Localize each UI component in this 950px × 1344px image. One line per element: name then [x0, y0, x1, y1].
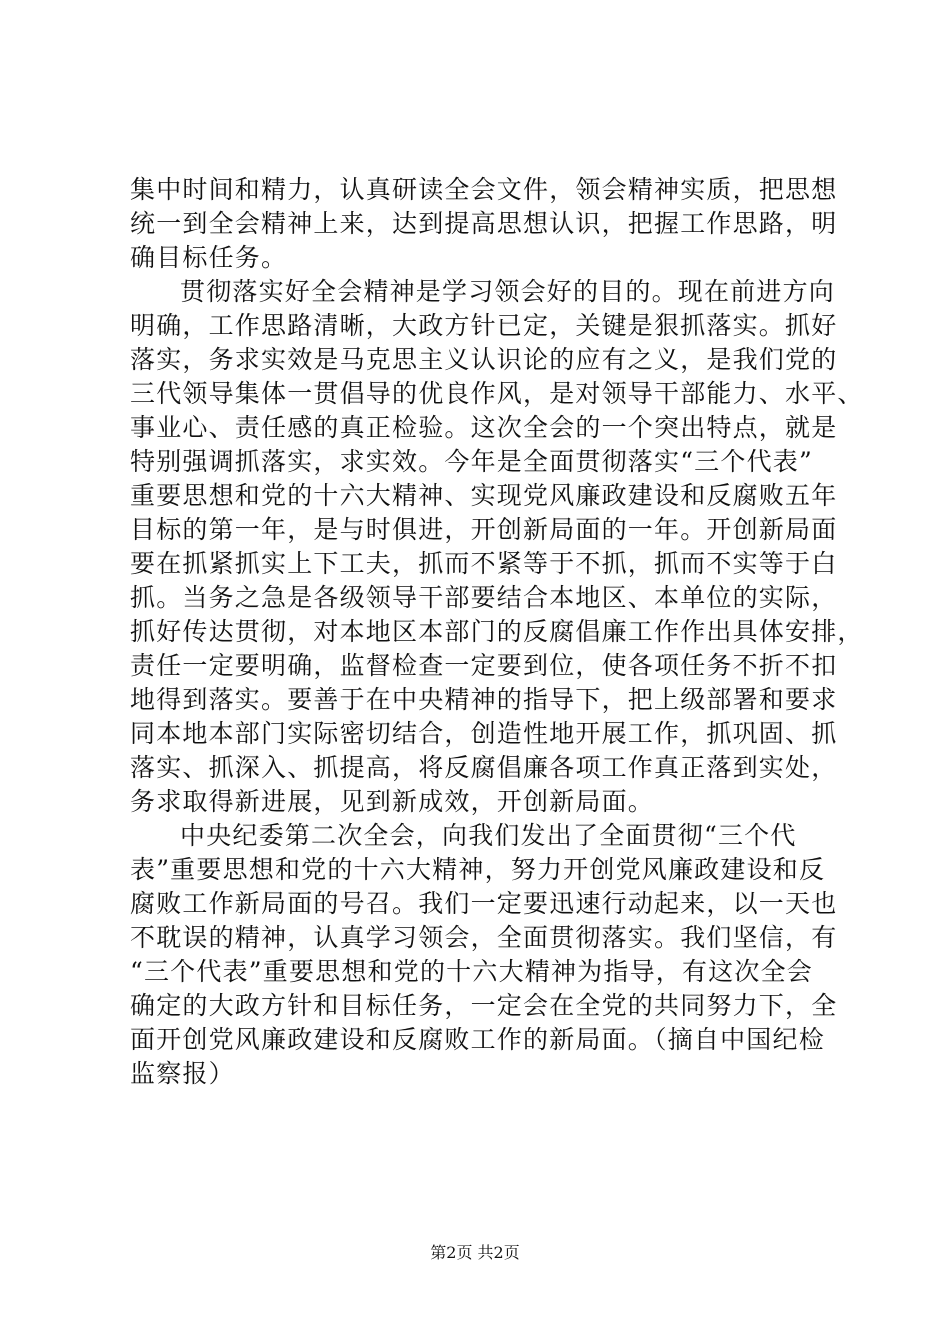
text-line: 三代领导集体一贯倡导的优良作风，是对领导干部能力、水平、	[130, 379, 864, 408]
text-line: 地得到落实。要善于在中央精神的指导下，把上级部署和要求	[130, 685, 838, 714]
page-footer: 第2页 共2页	[430, 1243, 520, 1262]
text-line: 目标的第一年，是与时俱进，开创新局面的一年。开创新局面	[130, 515, 838, 544]
text-line: 要在抓紧抓实上下工夫，抓而不紧等于不抓，抓而不实等于白	[130, 549, 838, 578]
text-line: 表”重要思想和党的十六大精神，努力开创党风廉政建设和反	[130, 855, 826, 884]
text-line: 抓好传达贯彻，对本地区本部门的反腐倡廉工作作出具体安排，	[130, 617, 864, 646]
text-line: 确定的大政方针和目标任务，一定会在全党的共同努力下，全	[130, 991, 838, 1020]
text-line: 集中时间和精力，认真研读全会文件，领会精神实质，把思想	[130, 175, 838, 204]
text-line: 特别强调抓落实，求实效。今年是全面贯彻落实“三个代表”	[130, 447, 813, 476]
text-line: 面开创党风廉政建设和反腐败工作的新局面。（摘自中国纪检	[130, 1025, 825, 1054]
text-line: 腐败工作新局面的号召。我们一定要迅速行动起来，以一天也	[130, 889, 838, 918]
body-text	[130, 173, 864, 1091]
text-line: 事业心、责任感的真正检验。这次全会的一个突出特点，就是	[130, 413, 838, 442]
paragraph-first-line: 中央纪委第二次全会，向我们发出了全面贯彻“三个代	[180, 821, 797, 850]
text-line: 务求取得新进展，见到新成效，开创新局面。	[130, 787, 655, 816]
text-line: 不耽误的精神，认真学习领会，全面贯彻落实。我们坚信，有	[130, 923, 838, 952]
text-line: 抓。当务之急是各级领导干部要结合本地区、本单位的实际，	[130, 583, 838, 612]
text-line: “三个代表”重要思想和党的十六大精神为指导，有这次全会	[130, 957, 813, 986]
text-line: 确目标任务。	[130, 243, 288, 272]
text-line: 重要思想和党的十六大精神、实现党风廉政建设和反腐败五年	[130, 481, 838, 510]
text-line: 统一到全会精神上来，达到提高思想认识，把握工作思路，明	[130, 209, 838, 238]
text-line: 监察报）	[130, 1059, 235, 1088]
text-line: 明确，工作思路清晰，大政方针已定，关键是狠抓落实。抓好	[130, 311, 838, 340]
text-line: 同本地本部门实际密切结合，创造性地开展工作，抓巩固、抓	[130, 719, 838, 748]
text-line: 责任一定要明确，监督检查一定要到位，使各项任务不折不扣	[130, 651, 838, 680]
text-line: 落实、抓深入、抓提高，将反腐倡廉各项工作真正落到实处，	[130, 753, 838, 782]
text-line: 落实，务求实效是马克思主义认识论的应有之义，是我们党的	[130, 345, 838, 374]
paragraph-first-line: 贯彻落实好全会精神是学习领会好的目的。现在前进方向	[180, 277, 836, 306]
